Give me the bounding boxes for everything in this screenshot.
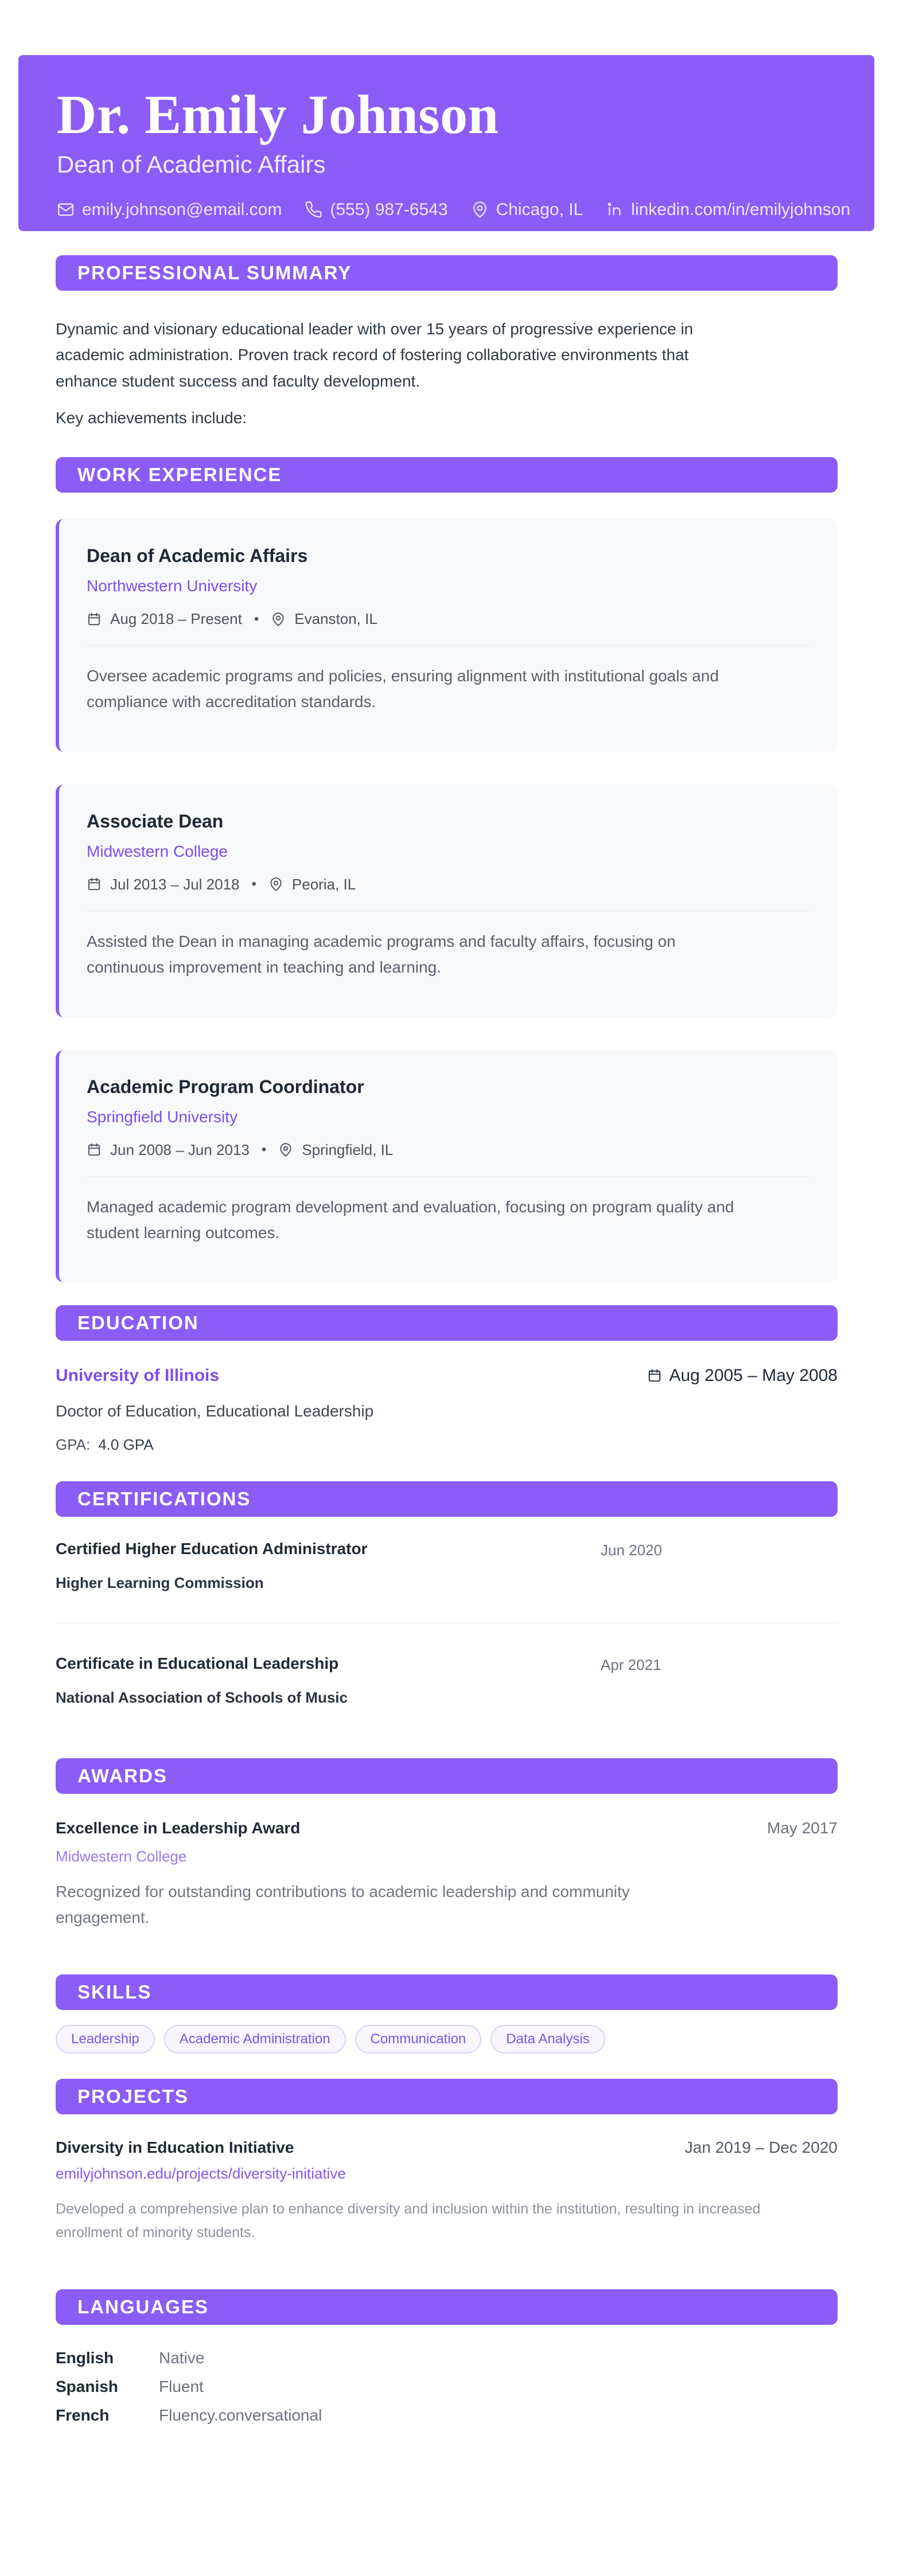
- meta-separator-dot: •: [254, 611, 259, 627]
- section-title: EDUCATION: [77, 1312, 199, 1334]
- section-title: PROJECTS: [77, 2085, 189, 2107]
- work-item-card: [56, 1050, 838, 1283]
- contact-linkedin-text: linkedin.com/in/emilyjohnson: [631, 200, 851, 219]
- contact-email: [57, 200, 282, 220]
- language-name: French: [56, 2406, 110, 2425]
- gpa-value: 4.0 GPA: [98, 1436, 154, 1454]
- contact-row: [57, 200, 851, 220]
- language-level: Native: [159, 2349, 205, 2367]
- person-job-title: Dean of Academic Affairs: [57, 150, 326, 178]
- summary-key-line: Key achievements include:: [56, 409, 247, 427]
- language-row: [56, 2406, 838, 2425]
- card-divider: [87, 645, 811, 646]
- certifications-list: [56, 1540, 838, 1707]
- contact-phone: [305, 200, 447, 220]
- linkedin-icon: [606, 201, 624, 218]
- section-title: LANGUAGES: [77, 2296, 209, 2318]
- gpa-label: GPA:: [56, 1436, 91, 1454]
- job-meta-row: [87, 610, 811, 628]
- section-header-awards: [56, 1758, 838, 1794]
- certification-item: [56, 1654, 838, 1707]
- education-dates: [647, 1366, 838, 1385]
- skill-pill: Communication: [355, 2025, 482, 2054]
- contact-linkedin[interactable]: [606, 200, 850, 220]
- section-title: PROFESSIONAL SUMMARY: [77, 262, 352, 283]
- contact-phone-text: (555) 987-6543: [330, 200, 448, 219]
- meta-separator-dot: •: [261, 1142, 267, 1158]
- project-dates: Jan 2019 – Dec 2020: [684, 2138, 838, 2156]
- work-item-card: [56, 784, 838, 1017]
- calendar-icon: [87, 612, 102, 627]
- job-title: Associate Dean: [87, 810, 224, 832]
- job-company-link[interactable]: Northwestern University: [87, 577, 258, 595]
- certification-head-row: [56, 1654, 838, 1674]
- map-pin-icon: [271, 612, 286, 627]
- award-item: [56, 1819, 838, 1931]
- section-title: AWARDS: [77, 1765, 168, 1787]
- job-company-link[interactable]: Springfield University: [87, 1107, 238, 1126]
- section-header-summary: [56, 255, 838, 291]
- section-header-certifications: [56, 1481, 838, 1517]
- calendar-icon: [87, 1142, 102, 1157]
- languages-list: [56, 2349, 838, 2425]
- education-head-row: [56, 1366, 838, 1385]
- skill-pill: Data Analysis: [490, 2025, 605, 2054]
- meta-separator-dot: •: [251, 876, 256, 892]
- resume-header: [18, 55, 874, 231]
- skill-pill: Leadership: [56, 2025, 155, 2054]
- project-head-row: [56, 2138, 838, 2157]
- project-description: Developed a comprehensive plan to enhance diversity and inclusion within the institution, resulting in increased enrollment of minority students.: [56, 2200, 761, 2241]
- language-row: [56, 2349, 838, 2367]
- contact-location: [471, 200, 583, 220]
- education-school-link[interactable]: University of Illinois: [56, 1366, 220, 1385]
- work-item-card: [56, 519, 838, 752]
- language-level: Fluency.conversational: [159, 2406, 322, 2425]
- job-description: Oversee academic programs and policies, ensuring alignment with institutional goals and compliance with accreditation standards.: [87, 667, 719, 711]
- job-dates: Jun 2008 – Jun 2013: [110, 1141, 250, 1158]
- section-header-education: [56, 1305, 838, 1341]
- project-url-link[interactable]: emilyjohnson.edu/projects/diversity-initiative: [56, 2164, 346, 2182]
- certification-head-row: [56, 1540, 838, 1559]
- calendar-icon: [647, 1368, 662, 1383]
- language-level: Fluent: [159, 2378, 204, 2396]
- map-pin-icon: [268, 877, 283, 892]
- award-issuer-link[interactable]: Midwestern College: [56, 1848, 187, 1865]
- education-dates-text: Aug 2005 – May 2008: [669, 1366, 838, 1385]
- section-title: WORK EXPERIENCE: [77, 464, 282, 486]
- job-dates: Aug 2018 – Present: [110, 610, 242, 628]
- certification-title: Certificate in Educational Leadership: [56, 1654, 339, 1673]
- language-name: Spanish: [56, 2378, 118, 2396]
- job-company-link[interactable]: Midwestern College: [87, 842, 228, 860]
- job-location: Peoria, IL: [291, 875, 356, 893]
- section-header-skills: [56, 1974, 838, 2010]
- job-location: Springfield, IL: [302, 1141, 394, 1158]
- award-date: May 2017: [767, 1819, 838, 1837]
- certification-date: Jun 2020: [601, 1541, 662, 1559]
- section-header-work: [56, 457, 838, 493]
- job-title: Academic Program Coordinator: [87, 1076, 364, 1097]
- phone-icon: [305, 201, 322, 218]
- skills-list: [56, 2025, 838, 2054]
- map-pin-icon: [278, 1142, 293, 1157]
- contact-location-text: Chicago, IL: [496, 200, 583, 219]
- job-description: Managed academic program development and evaluation, focusing on program quality and student learning outcomes.: [87, 1197, 734, 1242]
- education-gpa-row: [56, 1436, 838, 1454]
- award-title: Excellence in Leadership Award: [56, 1819, 301, 1837]
- award-head-row: [56, 1819, 838, 1837]
- mail-icon: [57, 201, 75, 218]
- job-dates: Jul 2013 – Jul 2018: [110, 875, 240, 893]
- certification-title: Certified Higher Education Administrator: [56, 1540, 368, 1558]
- award-description: Recognized for outstanding contributions to academic leadership and community engagement.: [56, 1883, 630, 1926]
- job-meta-row: [87, 1141, 811, 1159]
- certification-item: [56, 1540, 838, 1592]
- contact-email-text: emily.johnson@email.com: [82, 200, 282, 219]
- job-location: Evanston, IL: [294, 610, 377, 628]
- card-divider: [87, 1176, 811, 1177]
- job-title: Dean of Academic Affairs: [87, 545, 308, 567]
- resume-body: [56, 255, 838, 2425]
- section-header-projects: [56, 2079, 838, 2114]
- language-name: English: [56, 2349, 114, 2367]
- certification-date: Apr 2021: [601, 1656, 661, 1674]
- section-header-languages: [56, 2289, 838, 2325]
- certification-issuer: Higher Learning Commission: [56, 1574, 264, 1592]
- project-title: Diversity in Education Initiative: [56, 2138, 294, 2156]
- skill-pill: Academic Administration: [164, 2025, 346, 2054]
- education-degree: Doctor of Education, Educational Leadership: [56, 1402, 374, 1420]
- map-pin-icon: [471, 201, 489, 218]
- job-description: Assisted the Dean in managing academic programs and faculty affairs, focusing on continuous improvement in teaching and learning.: [87, 932, 676, 977]
- calendar-icon: [87, 877, 102, 892]
- summary-paragraph: Dynamic and visionary educational leader with over 15 years of progressive experience in academic administration. Proven track record of fostering collaborative environments that enhance student success and faculty development.: [56, 320, 694, 390]
- person-name: Dr. Emily Johnson: [57, 84, 499, 145]
- project-item: [56, 2138, 838, 2245]
- certification-issuer: National Association of Schools of Music: [56, 1689, 348, 1707]
- section-title: CERTIFICATIONS: [77, 1488, 251, 1510]
- language-row: [56, 2378, 838, 2396]
- section-title: SKILLS: [77, 1981, 152, 2003]
- job-meta-row: [87, 876, 811, 893]
- education-item: [56, 1366, 838, 1454]
